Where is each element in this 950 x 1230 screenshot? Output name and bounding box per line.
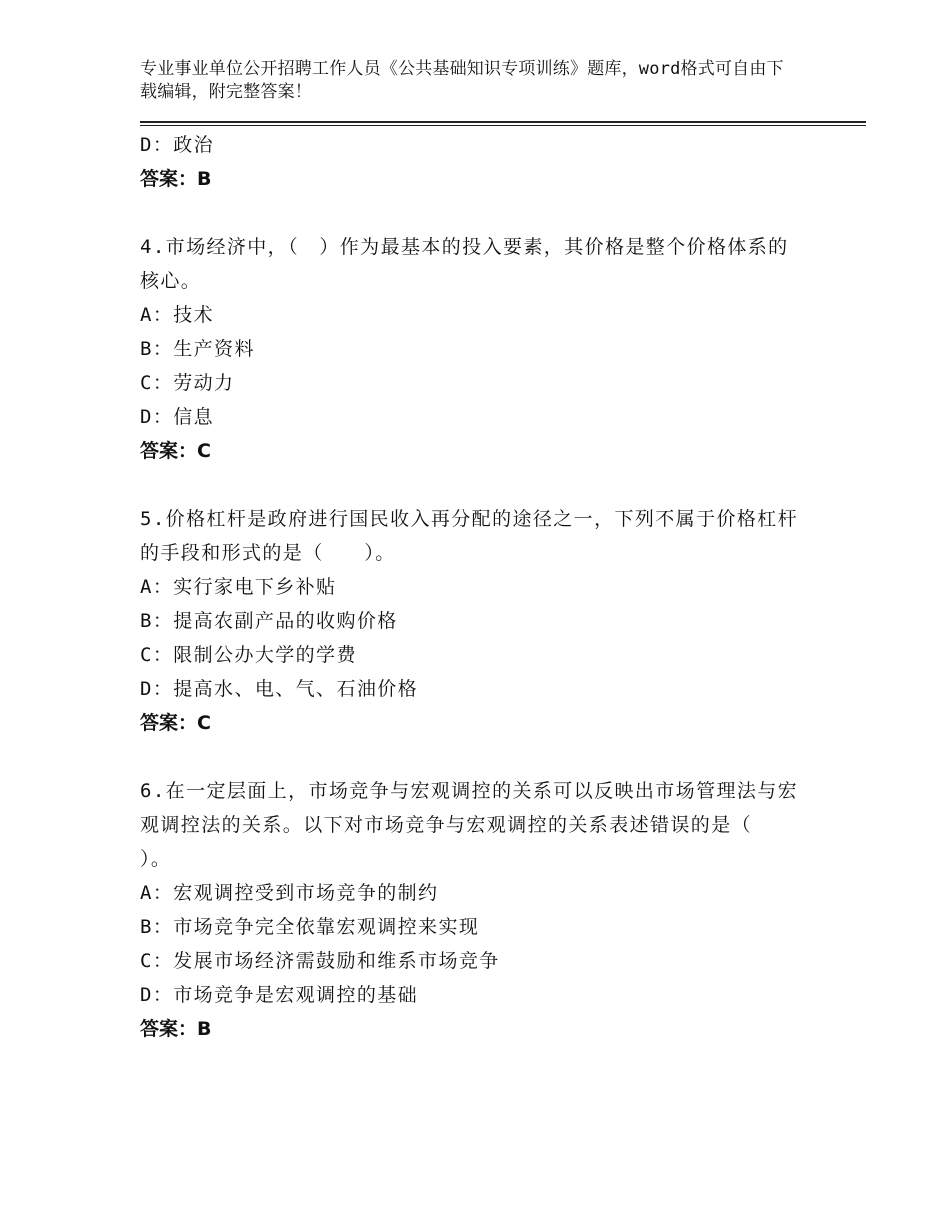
option-c: C：发展市场经济需鼓励和维系市场竞争 — [140, 950, 500, 972]
question-content — [140, 128, 800, 1046]
answer: 答案：C — [140, 712, 211, 734]
option-b: B：市场竞争完全依靠宏观调控来实现 — [140, 916, 480, 938]
page-header: 专业事业单位公开招聘工作人员《公共基础知识专项训练》题库，word格式可自由下载编辑，附完整答案！ — [140, 59, 784, 102]
header-rule-thick — [140, 121, 866, 123]
option-b: B：生产资料 — [140, 338, 255, 360]
option-c: C：限制公办大学的学费 — [140, 644, 357, 666]
option-a: A：技术 — [140, 304, 215, 326]
option-c: C：劳动力 — [140, 372, 235, 394]
answer: 答案：B — [140, 1018, 212, 1040]
question-6 — [140, 774, 800, 1046]
question-5 — [140, 502, 800, 740]
prev-option-d: D：政治 — [140, 134, 215, 156]
option-a: A：实行家电下乡补贴 — [140, 576, 337, 598]
question-stem: 4.市场经济中，（ ）作为最基本的投入要素，其价格是整个价格体系的核心。 — [140, 236, 789, 292]
question-stem: 5.价格杠杆是政府进行国民收入再分配的途径之一，下列不属于价格杠杆的手段和形式的是（ ）。 — [140, 508, 799, 564]
option-d: D：市场竞争是宏观调控的基础 — [140, 984, 419, 1006]
option-a: A：宏观调控受到市场竞争的制约 — [140, 882, 439, 904]
question-stem: 6.在一定层面上，市场竞争与宏观调控的关系可以反映出市场管理法与宏观调控法的关系。以下对市场竞争与宏观调控的关系表述错误的是（ ）。 — [140, 780, 799, 870]
question-4 — [140, 230, 800, 468]
option-d: D：提高水、电、气、石油价格 — [140, 678, 419, 700]
header-rule-thin — [140, 125, 866, 126]
prev-answer: 答案：B — [140, 168, 212, 190]
option-d: D：信息 — [140, 406, 215, 428]
answer: 答案：C — [140, 440, 211, 462]
option-b: B：提高农副产品的收购价格 — [140, 610, 398, 632]
